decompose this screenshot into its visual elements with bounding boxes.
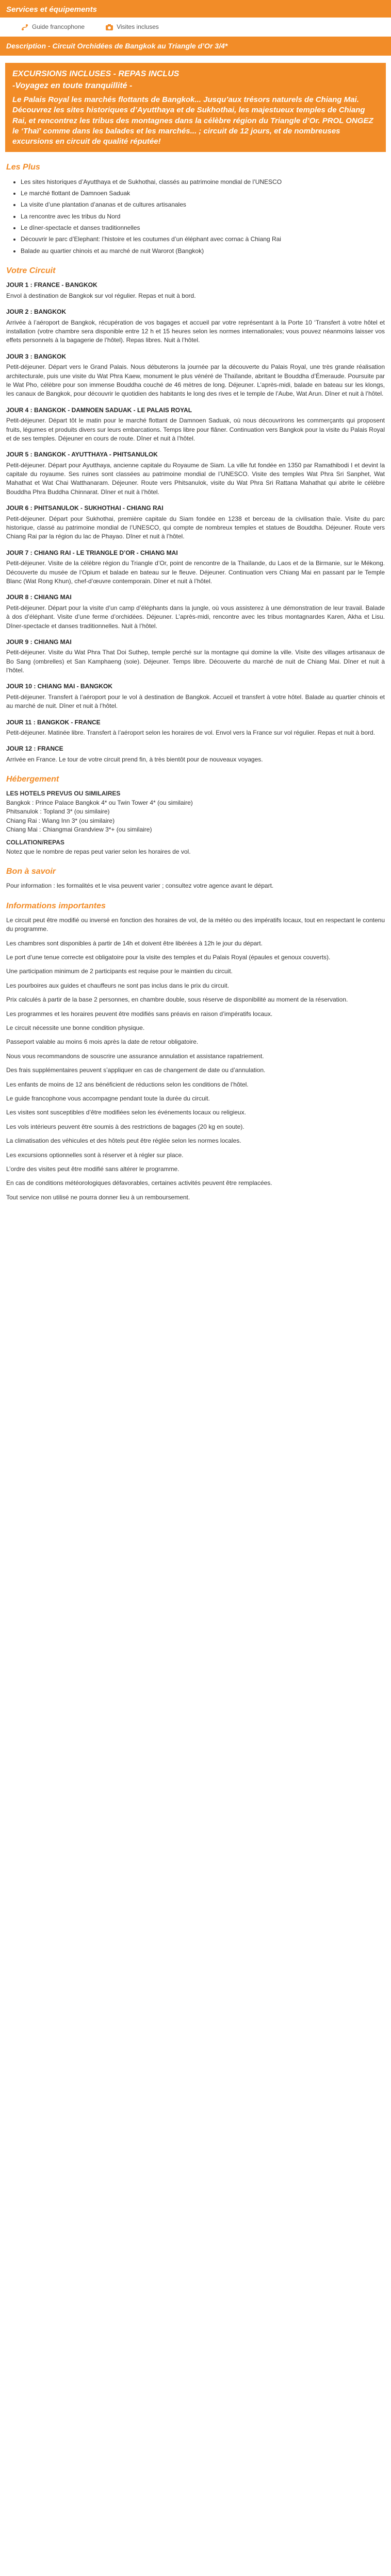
infos-title: Informations importantes: [6, 901, 106, 910]
info-paragraph: Les chambres sont disponibles à partir de 14h et doivent être libérées à 12h le jour du départ.: [6, 939, 263, 947]
bonsavoir-block: [6, 882, 385, 890]
day-block: [6, 549, 385, 586]
day-title: JOUR 12 : FRANCE: [6, 745, 63, 753]
day-title: JOUR 5 : BANGKOK - AYUTTHAYA - PHITSANULOK: [6, 451, 158, 459]
hotels-intro: LES HOTELS PREVUS OU SIMILAIRES: [6, 790, 121, 798]
info-paragraph: Les pourboires aux guides et chauffeurs ne sont pas inclus dans le prix du circuit.: [6, 981, 230, 989]
info-paragraph: Des frais supplémentaires peuvent s’appliquer en cas de changement de date ou d’annulation.: [6, 1066, 266, 1074]
info-paragraph: Le circuit nécessite une bonne condition physique.: [6, 1024, 145, 1032]
day-text: Petit-déjeuner. Départ pour Sukhothai, première capitale du Siam fondée en 1238 et berceau de la civilisation thaïe. Visite du parc historique, classé au patrimoine mondial de l’UNESCO, qui compte de nombreux temples et statues de Bouddha. Déjeuner. Route vers Chiang Rai par la région du lac de Phayao. Dîner et nuit à l’hôtel.: [6, 515, 385, 540]
day-title: JOUR 1 : FRANCE - BANGKOK: [6, 281, 97, 289]
excursions-heading: EXCURSIONS INCLUSES - REPAS INCLUS: [12, 69, 180, 78]
day-block: [6, 718, 385, 738]
hotel-item: Chiang Mai : Chiangmai Grandview 3*+ (ou similaire): [6, 825, 152, 833]
excursions-intro: Le Palais Royal les marchés flottants de Bangkok... Jusqu’aux trésors naturels de Chiang Mai. Découvrez les sites historiques d’Ayutthaya et de Sukhothai, les majestueux temples de Chiang Rai, et rencontrez les tribus des montagnes dans la célèbre région du Triangle d’Or. PROL ONGEZ le ‘Thaï’ comme dans les balades et les marchés... ; circuit de 12 jours, et de nombreuses excursions en circuit de qualité réputée!: [12, 95, 373, 146]
bonsavoir-title: Bon à savoir: [6, 867, 56, 876]
day-block: [6, 638, 385, 675]
service-visits[interactable]: [105, 23, 159, 31]
infos-list: [6, 916, 385, 1202]
day-text: Arrivée en France. Le tour de votre circuit prend fin, à très bientôt pour de nouveaux voyages.: [6, 755, 263, 763]
info-paragraph: Le guide francophone vous accompagne pendant toute la durée du circuit.: [6, 1094, 210, 1102]
info-paragraph: Une participation minimum de 2 participants est requise pour le maintien du circuit.: [6, 968, 233, 975]
day-text: Petit-déjeuner. Départ pour Ayutthaya, ancienne capitale du Royaume de Siam. La ville fut fondée en 1350 par Ramathibodi I et devint la capitale du royaume. Ses ruines sont classées au patrimoine mondial de l’UNESCO. Visite des temples Wat Phra Sri Sanphet, Wat Mahathat et Wat Chai Watthanaram. Déjeuner. Route vers Phitsanulok, visite du Wat Phra Sri Rattana Mahathat qui abrite le célèbre Bouddha Phra Buddha Chinnarat. Dîner et nuit à l’hôtel.: [6, 461, 385, 496]
info-paragraph: Les vols intérieurs peuvent être soumis à des restrictions de bagages (20 kg en soute).: [6, 1123, 245, 1130]
day-text: Petit-déjeuner. Départ tôt le matin pour le marché flottant de Damnoen Saduak, où nous découvrirons les commerçants qui proposent fruits, légumes et produits divers sur leurs embarcations. Temps libre pour flâner. Continuation vers Bangkok pour la visite du Palais Royal et de ses temples. Déjeuner en cours de route. Dîner et nuit à l’hôtel.: [6, 417, 385, 442]
plus-list: [21, 178, 385, 256]
hotels-title: Hébergement: [6, 775, 59, 784]
day-text: Arrivée à l’aéroport de Bangkok, récupération de vos bagages et accueil par votre représentant à la Porte 10 ‘Transfert à votre hôtel et installation (votre chambre sera disponible entre 12 h et 15 heures selon les normes internationales; vous pouvez néanmoins laisser vos effets personnels à la bagagerie de l’hôtel). Repas libres. Nuit à l’hôtel.: [6, 318, 385, 344]
meal-label: COLLATION/REPAS: [6, 839, 64, 846]
route-icon: [21, 23, 29, 31]
plus-item: • Le marché flottant de Damnoen Saduak: [21, 189, 385, 198]
day-title: JOUR 10 : CHIANG MAI - BANGKOK: [6, 683, 113, 690]
plus-item: • Les sites historiques d’Ayutthaya et de Sukhothai, classés au patrimoine mondial de l’UNESCO: [21, 178, 385, 187]
info-paragraph: Les enfants de moins de 12 ans bénéficient de réductions selon les conditions de l’hôtel.: [6, 1080, 249, 1088]
day-title: JOUR 11 : BANGKOK - FRANCE: [6, 718, 101, 726]
plus-item: • La rencontre avec les tribus du Nord: [21, 212, 385, 221]
day-block: [6, 593, 385, 631]
info-paragraph: Nous vous recommandons de souscrire une assurance annulation et assistance rapatriement.: [6, 1052, 264, 1060]
day-block: [6, 281, 385, 300]
plus-title: Les Plus: [6, 163, 40, 172]
day-block: [6, 504, 385, 541]
info-paragraph: Les programmes et les horaires peuvent être modifiés sans préavis en raison d’impératifs locaux.: [6, 1010, 273, 1018]
day-text: Envol à destination de Bangkok sur vol régulier. Repas et nuit à bord.: [6, 292, 196, 299]
day-title: JOUR 6 : PHITSANULOK - SUKHOTHAI - CHIANG RAI: [6, 504, 164, 512]
day-text: Petit-déjeuner. Matinée libre. Transfert à l’aéroport selon les horaires de vol. Envol vers la France sur vol régulier. Repas et nuit à bord.: [6, 729, 376, 737]
info-paragraph: En cas de conditions météorologiques défavorables, certaines activités peuvent être remplacées.: [6, 1179, 272, 1187]
day-block: [6, 308, 385, 345]
plus-item: • Découvrir le parc d’Elephant: l’histoire et les coutumes d’un éléphant avec cornac à Chiang Rai: [21, 235, 385, 244]
info-paragraph: Les excursions optionnelles sont à réserver et à régler sur place.: [6, 1151, 184, 1159]
excursions-box: [5, 63, 386, 152]
day-block: [6, 352, 385, 399]
day-text: Petit-déjeuner. Visite du Wat Phra That Doi Suthep, temple perché sur la montagne qui domine la ville. Visite des villages artisanaux de Bo Sang (ombrelles) et San Kamphaeng (soie). Déjeuner. Temps libre. Découverte du marché de nuit de Chiang Mai. Dîner et nuit à l’hôtel.: [6, 649, 385, 674]
circuit-title: Votre Circuit: [6, 266, 56, 276]
info-paragraph: Le port d’une tenue correcte est obligatoire pour la visite des temples et du Palais Royal (épaules et genoux couverts).: [6, 954, 331, 961]
excursions-subheading: -Voyagez en toute tranquillité -: [12, 81, 133, 90]
day-text: Petit-déjeuner. Départ vers le Grand Palais. Nous débuterons la journée par la découverte du Palais Royal, une très grande réalisation architecturale, puis une visite du Wat Phra Kaew, monument le plus vénéré de Thaïlande, abritant le Bouddha d’Émeraude. Poursuite par le Wat Pho, célèbre pour son immense Bouddha couché de 46 mètres de long. Déjeuner. L’après-midi, balade en bateau sur les klongs, les canaux de Bangkok, pour découvrir le quotidien des habitants le long des rives et le temple de l’Aube, Wat Arun. Dîner et nuit à l’hôtel.: [6, 363, 385, 398]
hotels-block: [6, 789, 385, 856]
hotel-item: Bangkok : Prince Palace Bangkok 4* ou Twin Tower 4* (ou similaire): [6, 799, 193, 806]
day-block: [6, 406, 385, 444]
circuit-days: [0, 281, 391, 764]
day-title: JOUR 9 : CHIANG MAI: [6, 638, 72, 646]
services-list: [0, 18, 391, 37]
info-paragraph: Tout service non utilisé ne pourra donner lieu à un remboursement.: [6, 1193, 190, 1201]
description-title: Description - Circuit Orchidées de Bangkok au Triangle d’Or 3/4*: [0, 37, 391, 55]
day-title: JOUR 3 : BANGKOK: [6, 352, 67, 360]
info-paragraph: Passeport valable au moins 6 mois après la date de retour obligatoire.: [6, 1038, 199, 1046]
service-guide-label: Guide francophone: [32, 23, 85, 30]
info-paragraph: L’ordre des visites peut être modifié sans altérer le programme.: [6, 1165, 180, 1173]
hotel-item: Phitsanulok : Topland 3* (ou similaire): [6, 808, 110, 816]
info-paragraph: Prix calculés à partir de la base 2 personnes, en chambre double, sous réserve de disponibilité au moment de la réservation.: [6, 996, 348, 1004]
day-title: JOUR 2 : BANGKOK: [6, 308, 67, 316]
day-text: Petit-déjeuner. Visite de la célèbre région du Triangle d’Or, point de rencontre de la Thaïlande, du Laos et de la Birmanie, sur le Mékong. Découverte du musée de l’Opium et balade en bateau sur le fleuve. Déjeuner. Continuation vers Chiang Mai en passant par le Temple Blanc (Wat Rong Khun), chef-d’œuvre contemporain. Dîner et nuit à l’hôtel.: [6, 560, 385, 585]
hotel-item: Chiang Rai : Wiang Inn 3* (ou similaire): [6, 817, 115, 824]
day-title: JOUR 8 : CHIANG MAI: [6, 594, 72, 601]
camera-icon: [105, 23, 113, 31]
info-paragraph: Le circuit peut être modifié ou inversé en fonction des horaires de vol, de la météo ou des impératifs locaux, tout en respectant le contenu du programme.: [6, 916, 385, 933]
day-title: JOUR 4 : BANGKOK - DAMNOEN SADUAK - LE PALAIS ROYAL: [6, 406, 192, 414]
day-block: [6, 682, 385, 710]
meal-text: Notez que le nombre de repas peut varier selon les horaires de vol.: [6, 848, 191, 855]
day-text: Petit-déjeuner. Transfert à l’aéroport pour le vol à destination de Bangkok. Accueil et transfert à votre hôtel. Balade au quartier chinois et au marché de nuit. Dîner et nuit à l’hôtel.: [6, 693, 385, 710]
service-guide[interactable]: [21, 23, 85, 31]
service-visits-label: Visites incluses: [117, 23, 159, 30]
plus-item: • Balade au quartier chinois et au marché de nuit Warorot (Bangkok): [21, 247, 385, 256]
bonsavoir-text: Pour information : les formalités et le visa peuvent varier ; consultez votre agence avant le départ.: [6, 882, 274, 890]
day-text: Petit-déjeuner. Départ pour la visite d’un camp d’éléphants dans la jungle, où vous assisterez à une démonstration de leur travail. Balade à dos d’éléphant. Visite d’une ferme d’orchidées. Déjeuner. L’après-midi, rencontre avec les tribus montagnardes Karen, Akha et Lisu. Dîner-spectacle et danses traditionnelles. Nuit à l’hôtel.: [6, 604, 385, 630]
plus-item: • La visite d’une plantation d’ananas et de cultures artisanales: [21, 200, 385, 209]
day-title: JOUR 7 : CHIANG RAI - LE TRIANGLE D’OR - CHIANG MAI: [6, 549, 178, 556]
info-paragraph: Les visites sont susceptibles d’être modifiées selon les événements locaux ou religieux.: [6, 1109, 246, 1116]
services-title: Services et équipements: [0, 0, 391, 18]
day-block: [6, 450, 385, 497]
info-paragraph: La climatisation des véhicules et des hôtels peut être réglée selon les normes locales.: [6, 1137, 241, 1145]
day-block: [6, 744, 385, 764]
plus-item: • Le dîner-spectacle et danses traditionnelles: [21, 224, 385, 232]
